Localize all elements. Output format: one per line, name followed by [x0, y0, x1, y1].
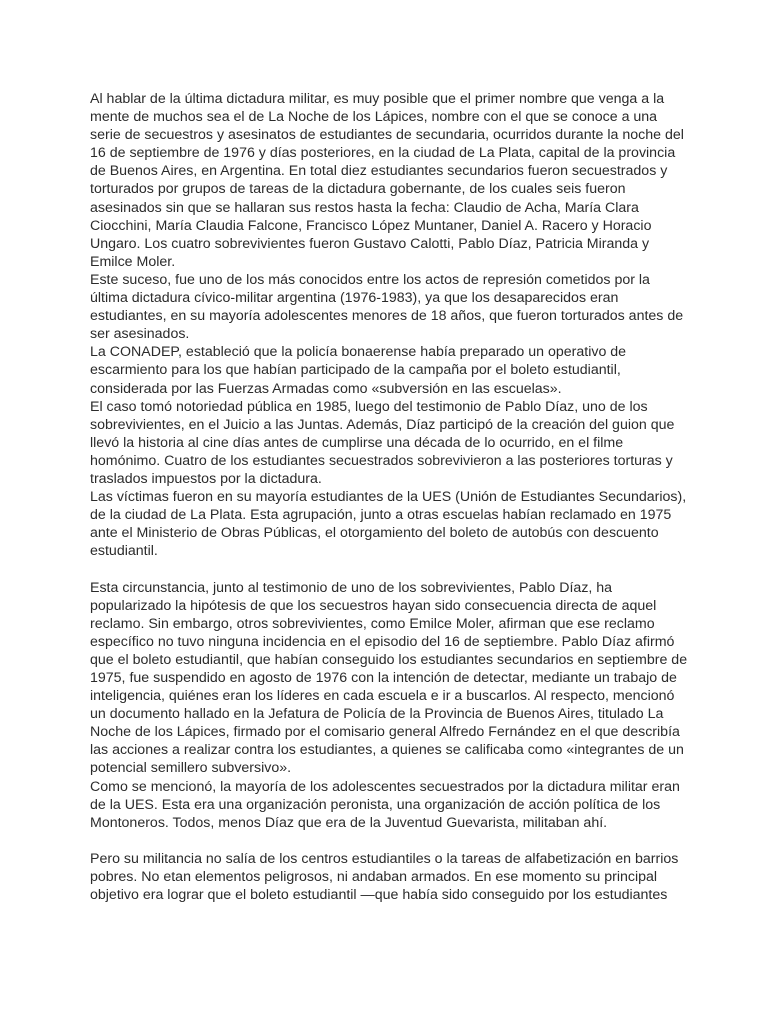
- paragraph-militancia: Pero su militancia no salía de los centros estudiantiles o la tareas de alfabetización en barrios pobres. No etan elementos peligrosos, ni andaban armados. En ese momento su principal objetivo era lograr que el boleto estudiantil —que había sido conseguido por los estudiantes: [90, 850, 679, 904]
- paragraph-intro: Al hablar de la última dictadura militar, es muy posible que el primer nombre que venga a la mente de muchos sea el de La Noche de los Lápices, nombre con el que se conoce a una serie de secuestros y asesinatos de estudiantes de secundaria, ocurridos durante la noche del 16 de septiembre de 1976 y días posteriores, en la ciudad de La Plata, capital de la provincia de Buenos Aires, en Argentina. En total diez estudiantes secundarios fueron secuestrados y torturados por grupos de tareas de la dictadura gobernante, de los cuales seis fueron asesinados sin que se hallaran sus restos hasta la fecha: Claudio de Acha, María Clara Ciocchini, María Claudia Falcone, Francisco López Muntaner, Daniel A. Racero y Horacio Ungaro. Los cuatro sobrevivientes fueron Gustavo Calotti, Pablo Díaz, Patricia Miranda y Emilce Moler.: [90, 91, 684, 270]
- paragraph-suceso: Este suceso, fue uno de los más conocidos entre los actos de represión cometidos por la última dictadura cívico-militar argentina (1976-1983), ya que los desaparecidos eran estudiantes, en su mayoría adolescentes menores de 18 años, que fueron torturados antes de ser asesinados.: [90, 271, 684, 343]
- document-body: [90, 90, 690, 904]
- paragraph-victimas: Las víctimas fueron en su mayoría estudiantes de la UES (Unión de Estudiantes Secundarios), de la ciudad de La Plata. Esta agrupación, junto a otras escuelas habían reclamado en 1975 ante el Ministerio de Obras Públicas, el otorgamiento del boleto de autobús con descuento estudiantil.: [90, 489, 687, 560]
- paragraph-ues: Como se mencionó, la mayoría de los adolescentes secuestrados por la dictadura militar eran de la UES. Esta era una organización peronista, una organización de acción política de los Montoneros. Todos, menos Díaz que era de la Juventud Guevarista, militaban ahí.: [90, 778, 680, 831]
- paragraph-circunstancia: Esta circunstancia, junto al testimonio de uno de los sobrevivientes, Pablo Díaz, ha popularizado la hipótesis de que los secuestros hayan sido consecuencia directa de aquel reclamo. Sin embargo, otros sobrevivientes, como Emilce Moler, afirman que ese reclamo específico no tuvo ninguna incidencia en el episodio del 16 de septiembre. Pablo Díaz afirmó que el boleto estudiantil, que habían conseguido los estudiantes secundarios en septiembre de 1975, fue suspendido en agosto de 1976 con la intención de detectar, mediante un trabajo de inteligencia, quiénes eran los líderes en cada escuela e ir a buscarlos. Al respecto, mencionó un documento hallado en la Jefatura de Policía de la Provincia de Buenos Aires, titulado La Noche de los Lápices, firmado por el comisario general Alfredo Fernández en el que describía las acciones a realizar contra los estudiantes, a quienes se calificaba como «integrantes de un potencial semillero subversivo».: [90, 579, 688, 777]
- paragraph-spacer: [90, 832, 690, 850]
- paragraph-spacer: [90, 560, 690, 578]
- paragraph-notoriedad: El caso tomó notoriedad pública en 1985, luego del testimonio de Pablo Díaz, uno de los sobrevivientes, en el Juicio a las Juntas. Además, Díaz participó de la creación del guion que llevó la historia al cine días antes de cumplirse una década de lo ocurrido, en el filme homónimo. Cuatro de los estudiantes secuestrados sobrevivieron a las posteriores torturas y traslados impuestos por la dictadura.: [90, 398, 675, 487]
- paragraph-conadep: La CONADEP, estableció que la policía bonaerense había preparado un operativo de escarmiento para los que habían participado de la campaña por el boleto estudiantil, considerada por las Fuerzas Armadas como «subversión en las escuelas».: [90, 344, 627, 397]
